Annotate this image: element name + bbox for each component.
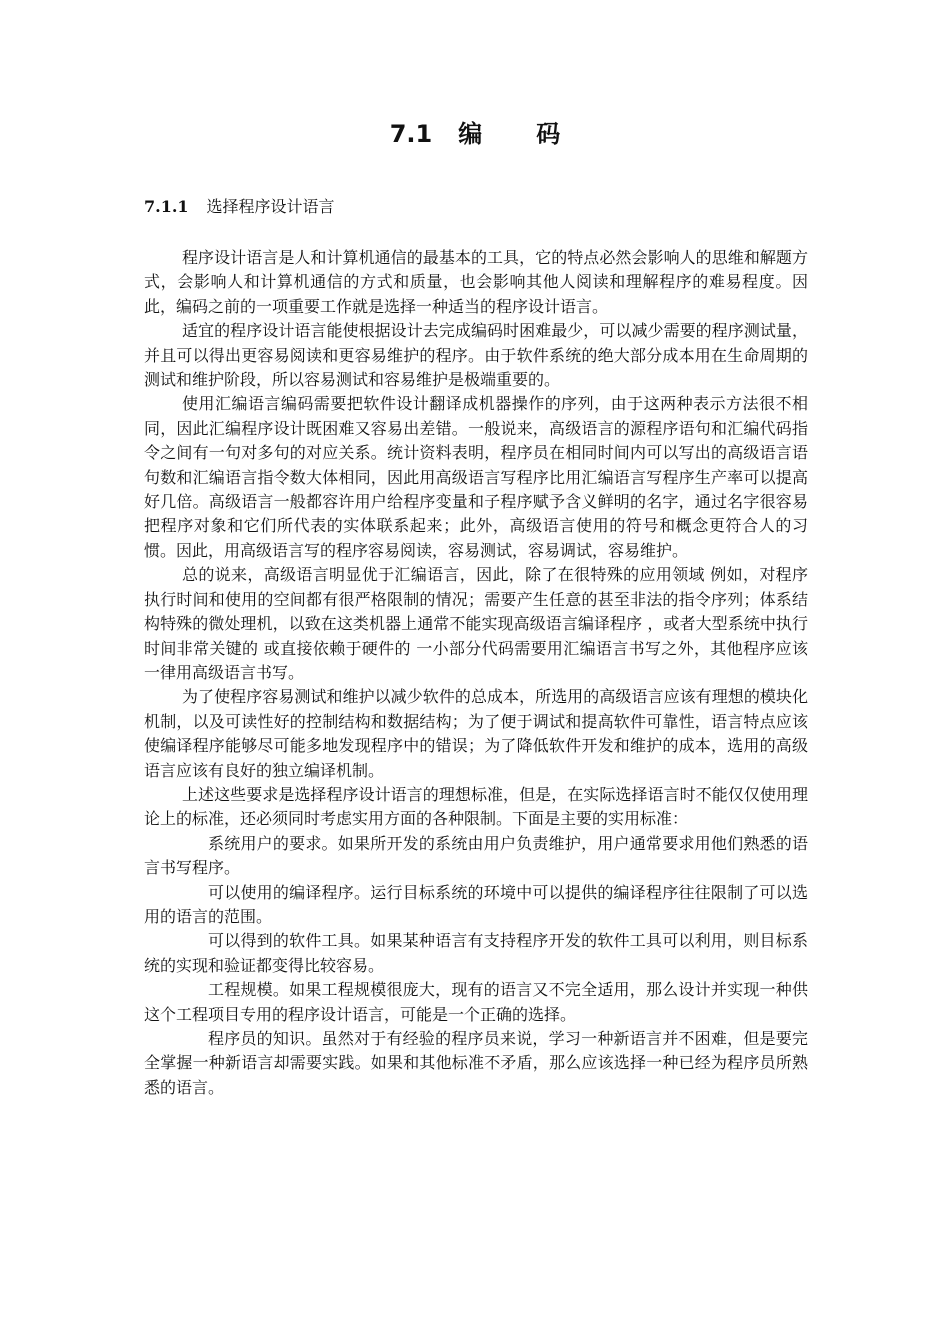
- chapter-title: [0, 114, 950, 154]
- paragraph: 为了使程序容易测试和维护以减少软件的总成本，所选用的高级语言应该有理想的模块化机制，以及可读性好的控制结构和数据结构；为了便于调试和提高软件可靠性，语言特点应该使编译程序能够尽可能多地发现程序中的错误；为了降低软件开发和维护的成本，选用的高级语言应该有良好的独立编译机制。: [144, 687, 808, 780]
- criterion-item: 可以使用的编译程序。运行目标系统的环境中可以提供的编译程序往往限制了可以选用的语言的范围。: [144, 882, 808, 926]
- section-heading: [144, 193, 335, 221]
- criterion-item: 工程规模。如果工程规模很庞大，现有的语言又不完全适用，那么设计并实现一种供这个工程项目专用的程序设计语言，可能是一个正确的选择。: [144, 980, 808, 1024]
- section-number: 7.1.1: [144, 197, 189, 216]
- chapter-number: 7.1: [389, 120, 433, 148]
- body-text: [144, 246, 808, 1100]
- paragraph: 使用汇编语言编码需要把软件设计翻译成机器操作的序列，由于这两种表示方法很不相同，因此汇编程序设计既困难又容易出差错。一般说来，高级语言的源程序语句和汇编代码指令之间有一句对多句的对应关系。统计资料表明，程序员在相同时间内可以写出的高级语言语句数和汇编语言指令数大体相同，因此用高级语言写程序比用汇编语言写程序生产率可以提高好几倍。高级语言一般都容许用户给程序变量和子程序赋予含义鲜明的名字，通过名字很容易把程序对象和它们所代表的实体联系起来；此外，高级语言使用的符号和概念更符合人的习惯。因此，用高级语言写的程序容易阅读，容易测试，容易调试，容易维护。: [144, 394, 808, 560]
- paragraph: 总的说来，高级语言明显优于汇编语言，因此，除了在很特殊的应用领域 例如，对程序执行时间和使用的空间都有很严格限制的情况；需要产生任意的甚至非法的指令序列；体系结构特殊的微处理机，以致在这类机器上通常不能实现高级语言编译程序 ，或者大型系统中执行时间非常关键的 或直接依赖于硬件的 一小部分代码需要用汇编语言书写之外，其他程序应该一律用高级语言书写。: [144, 565, 808, 682]
- paragraph: 上述这些要求是选择程序设计语言的理想标准，但是，在实际选择语言时不能仅仅使用理论上的标准，还必须同时考虑实用方面的各种限制。下面是主要的实用标准：: [144, 784, 808, 829]
- paragraph: 程序设计语言是人和计算机通信的最基本的工具，它的特点必然会影响人的思维和解题方式，会影响人和计算机通信的方式和质量，也会影响其他人阅读和理解程序的难易程度。因此，编码之前的一项重要工作就是选择一种适当的程序设计语言。: [144, 248, 808, 316]
- criterion-item: 可以得到的软件工具。如果某种语言有支持程序开发的软件工具可以利用，则目标系统的实现和验证都变得比较容易。: [144, 931, 808, 975]
- paragraph: 适宜的程序设计语言能使根据设计去完成编码时困难最少，可以减少需要的程序测试量，并且可以得出更容易阅读和更容易维护的程序。由于软件系统的绝大部分成本用在生命周期的测试和维护阶段，所以容易测试和容易维护是极端重要的。: [144, 321, 808, 390]
- criterion-item: 程序员的知识。虽然对于有经验的程序员来说，学习一种新语言并不困难，但是要完全掌握一种新语言却需要实践。如果和其他标准不矛盾，那么应该选择一种已经为程序员所熟悉的语言。: [144, 1029, 808, 1097]
- section-title: 选择程序设计语言: [206, 197, 335, 216]
- chapter-heading-text: 编码: [458, 120, 615, 148]
- criterion-item: 系统用户的要求。如果所开发的系统由用户负责维护，用户通常要求用他们熟悉的语言书写程序。: [144, 833, 808, 878]
